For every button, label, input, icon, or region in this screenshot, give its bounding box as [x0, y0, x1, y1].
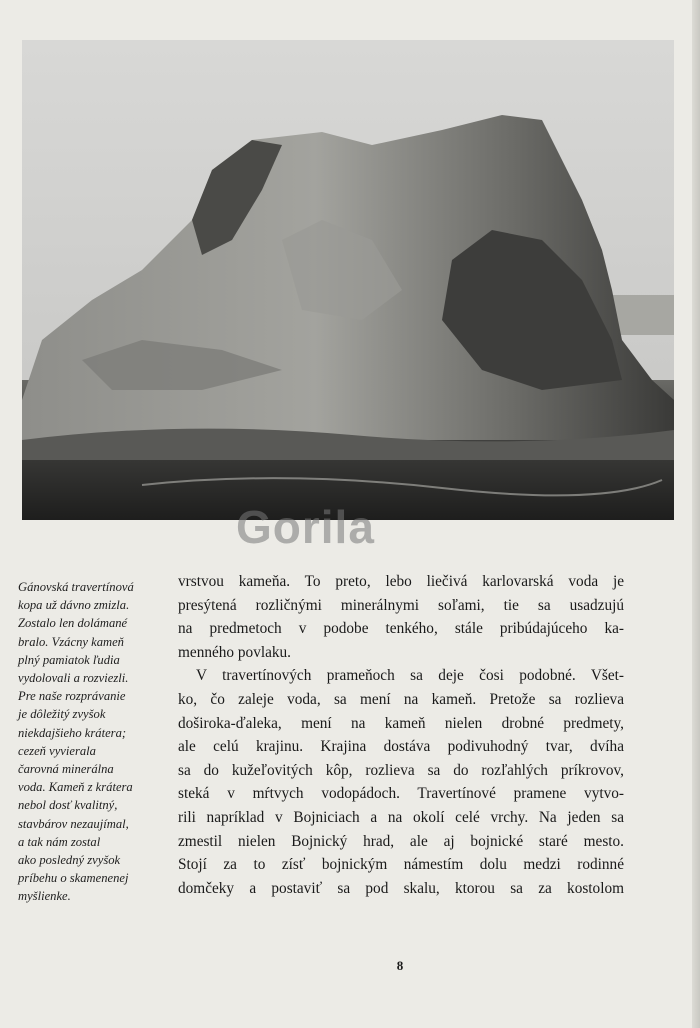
- caption-line: je dôležitý zvyšok: [18, 707, 106, 722]
- watermark: Gorila: [236, 501, 375, 553]
- body-line: domčeky a postaviť sa pod skalu, ktorou sa za kostolom: [178, 879, 624, 897]
- caption-line: Pre naše rozprávanie: [18, 689, 126, 704]
- body-text: [178, 570, 624, 900]
- rock-photograph: [22, 40, 674, 520]
- caption-line: Gánovská travertínová: [18, 580, 134, 594]
- body-line: rili napríklad v Bojniciach a na okolí celé vrchy. Na jeden sa: [178, 808, 624, 826]
- caption-line: kopa už dávno zmizla.: [18, 598, 130, 613]
- photo-caption: [18, 578, 170, 906]
- body-line: Stojí za to zísť bojnickým námestím dolu medzi rodinné: [178, 856, 624, 874]
- caption-line: a tak nám zostal: [18, 834, 101, 849]
- body-line: doširoka-ďaleka, mení na kameň nielen drobné predmety,: [178, 714, 624, 732]
- caption-line: príbehu o skamenenej: [18, 871, 129, 886]
- body-line: ko, čo zaleje voda, sa mení na kameň. Pretože sa rozlieva: [178, 690, 624, 708]
- caption-line: stavbárov nezaujímal,: [18, 816, 129, 831]
- caption-line: plný pamiatok ľudia: [18, 652, 120, 667]
- body-line: steká v mŕtvych vodopádoch. Travertínové pramene vytvo-: [178, 785, 624, 803]
- caption-line: voda. Kameň z krátera: [18, 780, 133, 795]
- body-line: V travertínových prameňoch sa deje čosi podobné. Všet-: [196, 667, 624, 685]
- caption-line: bralo. Vzácny kameň: [18, 634, 124, 649]
- caption-line: Zostalo len dolámané: [18, 616, 128, 631]
- caption-line: niekdajšieho krátera;: [18, 725, 127, 740]
- page-edge: [692, 0, 700, 1028]
- body-line: zmestil nielen Bojnický hrad, ale aj bojnické staré mesto.: [178, 832, 624, 850]
- body-line: sa do kužeľovitých kôp, rozlieva sa do rozľahlých príkrovov,: [178, 761, 624, 779]
- body-line: na predmetoch v podobe tenkého, stále pribúdajúceho ka-: [178, 620, 624, 638]
- body-line: ale celú krajinu. Krajina dostáva podivuhodný tvar, dvíha: [178, 738, 624, 756]
- caption-line: vydolovali a rozviezli.: [18, 671, 129, 686]
- photo-rock-icon: [22, 40, 674, 520]
- body-line: menného povlaku.: [178, 643, 292, 661]
- page-number: 8: [396, 958, 404, 973]
- caption-line: ako posledný zvyšok: [18, 853, 121, 868]
- caption-line: nebol dosť kvalitný,: [18, 798, 118, 813]
- body-line: vrstvou kameňa. To preto, lebo liečivá karlovarská voda je: [178, 573, 624, 590]
- caption-line: myšlienke.: [18, 889, 71, 904]
- caption-line: čarovná minerálna: [18, 762, 114, 777]
- caption-line: cezeň vyvierala: [18, 743, 96, 758]
- body-line: presýtená rozličnými minerálnymi soľami, tie sa usadzujú: [178, 596, 624, 614]
